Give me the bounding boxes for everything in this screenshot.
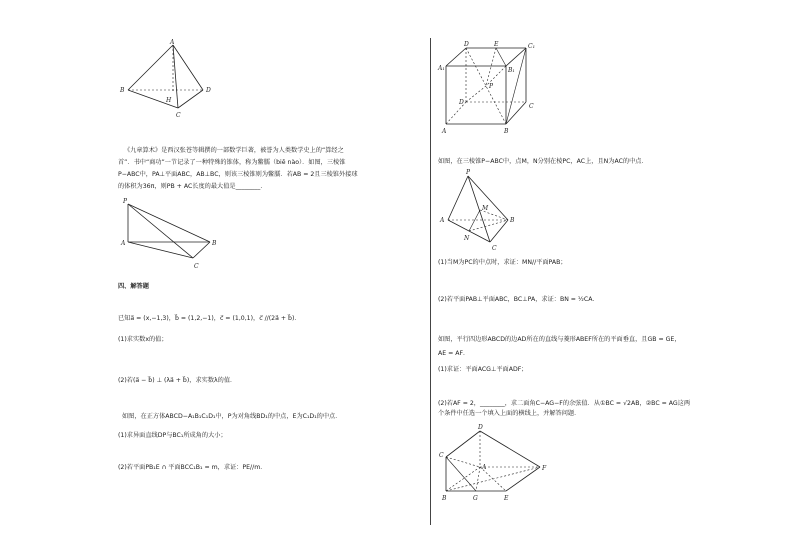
label-n: N	[464, 235, 470, 242]
q-para-part2-line2: 个条件中任选一个填入上面的横线上，并解答问题．	[438, 410, 581, 417]
label-p: P	[123, 198, 128, 205]
label-c: C	[439, 452, 444, 459]
intro-line2: 首”．书中“商功”一节记录了一种特殊的锥体，称为鳖臑（biē nào）．如图，三棱锥	[118, 159, 346, 166]
figure-pyramid-abdc	[118, 40, 213, 120]
label-b1: B₁	[508, 67, 515, 74]
q-tetra-stem: 如图，在三棱锥P−ABC中，点M，N分别在棱PC，AC上，且N为AC的中点．	[438, 158, 648, 165]
label-b: B	[510, 217, 515, 224]
q-para-stem-line2: AE = AF．	[438, 350, 470, 357]
q-vector-part1: (1)求实数x的值；	[118, 336, 168, 343]
label-h: H	[166, 97, 172, 104]
label-e: E	[494, 41, 499, 48]
label-g: G	[473, 495, 478, 502]
figure-parallelogram-rhombus	[438, 425, 550, 505]
label-d: D	[459, 99, 464, 106]
q-para-part1: (1)求证：平面ACG⊥平面ADF；	[438, 366, 528, 373]
q-vector-part2: (2)若(a⃗ − b⃗) ⊥ (λa⃗ + b⃗)，求实数λ的值．	[118, 377, 237, 384]
q-cube-part1: (1)求异面直线DP与BC₁所成角的大小；	[118, 432, 227, 439]
section-heading: 四、解答题	[118, 283, 149, 290]
label-c: C	[492, 245, 497, 252]
q-vector-stem: 已知a⃗ = (x,−1,3)，b⃗ = (1,2,−1)，c⃗ = (1,0,1)，c⃗ //(2a⃗ + b⃗)．	[118, 315, 301, 322]
label-a: A	[440, 217, 445, 224]
label-a: A	[170, 39, 175, 46]
q-tetra-part1: (1)当M为PC的中点时，求证：MN//平面PAB；	[438, 259, 567, 266]
label-b: B	[442, 495, 447, 502]
figure-cube	[438, 38, 548, 138]
intro-line4: 的体积为36π，则PB + AC长度的最大值是________．	[118, 183, 267, 190]
column-divider	[430, 38, 431, 525]
label-b: B	[504, 128, 509, 135]
intro-line3: P−ABC中，PA⊥平面ABC，AB⊥BC，则该三棱锥则为鳖臑．若AB = 2且三棱锥外接球	[118, 171, 358, 178]
label-c1: C₁	[528, 43, 535, 50]
label-c: C	[529, 103, 534, 110]
label-a: A	[442, 128, 447, 135]
label-d: D	[478, 424, 483, 431]
q-cube-stem: 如图，在正方体ABCD−A₁B₁C₁D₁中，P为对角线BD₁的中点，E为C₁D₁的中点．	[122, 413, 342, 420]
label-c: C	[176, 112, 181, 119]
label-f: F	[542, 465, 547, 472]
q-para-stem-line1: 如图，平行四边形ABCD的边AD所在的直线与菱形ABEF所在的平面垂直，且GB = GE，	[438, 336, 681, 343]
q-cube-part2: (2)若平面PB₁E ∩ 平面BCC₁B₁ = m，求证：PE//m．	[118, 464, 267, 471]
label-p: P	[489, 83, 494, 90]
q-tetra-part2: (2)若平面PAB⊥平面ABC，BC⊥PA，求证：BN = ½CA．	[438, 296, 599, 303]
label-a: A	[121, 240, 126, 247]
label-d: D	[206, 87, 211, 94]
q-para-part2-line1: (2)若AF = 2，________，求二面角C−AG−F的余弦值．从①BC = √2AB，②BC = AG这两	[438, 400, 691, 407]
label-a: A	[482, 464, 487, 471]
label-m: M	[482, 205, 489, 212]
label-p: P	[466, 169, 471, 176]
label-c: C	[194, 263, 199, 270]
figure-pabc	[118, 198, 218, 273]
figure-tetrahedron	[438, 170, 518, 252]
label-b: B	[120, 87, 125, 94]
label-b: B	[212, 240, 217, 247]
label-a1: A₁	[438, 65, 445, 72]
intro-line1: 《九章算术》是西汉张苍等辑撰的一部数学巨著，被誉为人类数学史上的“算经之	[124, 147, 344, 154]
label-e: E	[504, 495, 509, 502]
label-d1: D	[464, 41, 469, 48]
